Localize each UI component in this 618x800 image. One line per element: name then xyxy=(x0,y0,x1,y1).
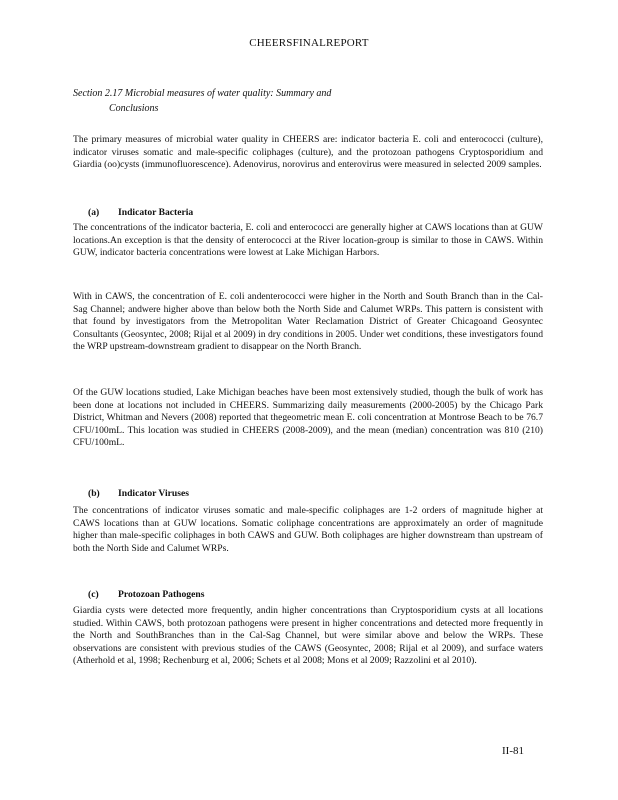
subsection-c-title: Protozoan Pathogens xyxy=(118,589,205,600)
subsection-c-heading xyxy=(88,589,204,600)
bacteria-paragraph-3: Of the GUW locations studied, Lake Michigan beaches have been most extensively studied, though the bulk of work has been done at locations not included in CHEERS. Summarizing daily measurements (2000-2005) by the Chicago Park District, Whitman and Nevers (2008) reported that thegeometric mean E. coli concentration at Montrose Beach to be 76.7 CFU/100mL. This location was studied in CHEERS (2008-2009), and the mean (median) concentration was 810 (210) CFU/100mL. xyxy=(73,387,543,449)
subsection-a-heading xyxy=(88,207,193,218)
subsection-a-title: Indicator Bacteria xyxy=(118,207,194,218)
subsection-b-title: Indicator Viruses xyxy=(118,488,189,499)
intro-paragraph: The primary measures of microbial water quality in CHEERS are: indicator bacteria E. coli and enterococci (culture), indicator viruses somatic and male-specific coliphages (culture), and the protozoan pathogens Cryptosporidium and Giardia (oo)cysts (immunofluorescence). Adenovirus, norovirus and enterovirus were measured in selected 2009 samples. xyxy=(73,134,543,171)
page-header: CHEERSFINALREPORT xyxy=(249,37,369,49)
section-heading-line1: Section 2.17 Microbial measures of water quality: Summary and xyxy=(73,88,332,99)
subsection-b-heading xyxy=(88,488,189,499)
page-number: II-81 xyxy=(502,745,524,757)
subsection-c-label: (c) xyxy=(88,589,99,600)
bacteria-paragraph-1: The concentrations of the indicator bacteria, E. coli and enterococci are generally higher at CAWS locations than at GUW locations.An exception is that the density of enterococci at the River location-group is similar to those in CAWS. Within GUW, indicator bacteria concentrations were lowest at Lake Michigan Harbors. xyxy=(73,222,543,259)
protozoan-paragraph: Giardia cysts were detected more frequently, andin higher concentrations than Cryptosporidium cysts at all locations studied. Within CAWS, both protozoan pathogens were present in higher concentrations and detected more frequently in the North and SouthBranches than in the Cal-Sag Channel, but were similar above and below the WRPs. These observations are consistent with previous studies of the CAWS (Geosyntec, 2008; Rijal et al 2009), and surface waters (Atherhold et al, 1998; Rechenburg et al, 2006; Schets et al 2008; Mons et al 2009; Razzolini et al 2010). xyxy=(73,605,543,667)
bacteria-paragraph-2: With in CAWS, the concentration of E. coli andenterococci were higher in the North and South Branch than in the Cal-Sag Channel; andwere higher above than below both the North Side and Calumet WRPs. This pattern is consistent with that found by investigators from the Metropolitan Water Reclamation District of Greater Chicagoand Geosyntec Consultants (Geosyntec, 2008; Rijal et al 2009) in dry conditions in 2005. Under wet conditions, these investigators found the WRP upstream-downstream gradient to disappear on the North Branch. xyxy=(73,291,543,353)
section-heading-line2: Conclusions xyxy=(109,103,159,114)
subsection-a-label: (a) xyxy=(88,207,100,218)
section-heading xyxy=(73,86,453,116)
subsection-b-label: (b) xyxy=(88,488,100,499)
viruses-paragraph: The concentrations of indicator viruses somatic and male-specific coliphages are 1-2 orders of magnitude higher at CAWS locations than at GUW locations. Somatic coliphage concentrations are approximately an order of magnitude higher than male-specific coliphages in both CAWS and GUW. Both coliphages are higher downstream than upstream of both the North Side and Calumet WRPs. xyxy=(73,505,543,554)
